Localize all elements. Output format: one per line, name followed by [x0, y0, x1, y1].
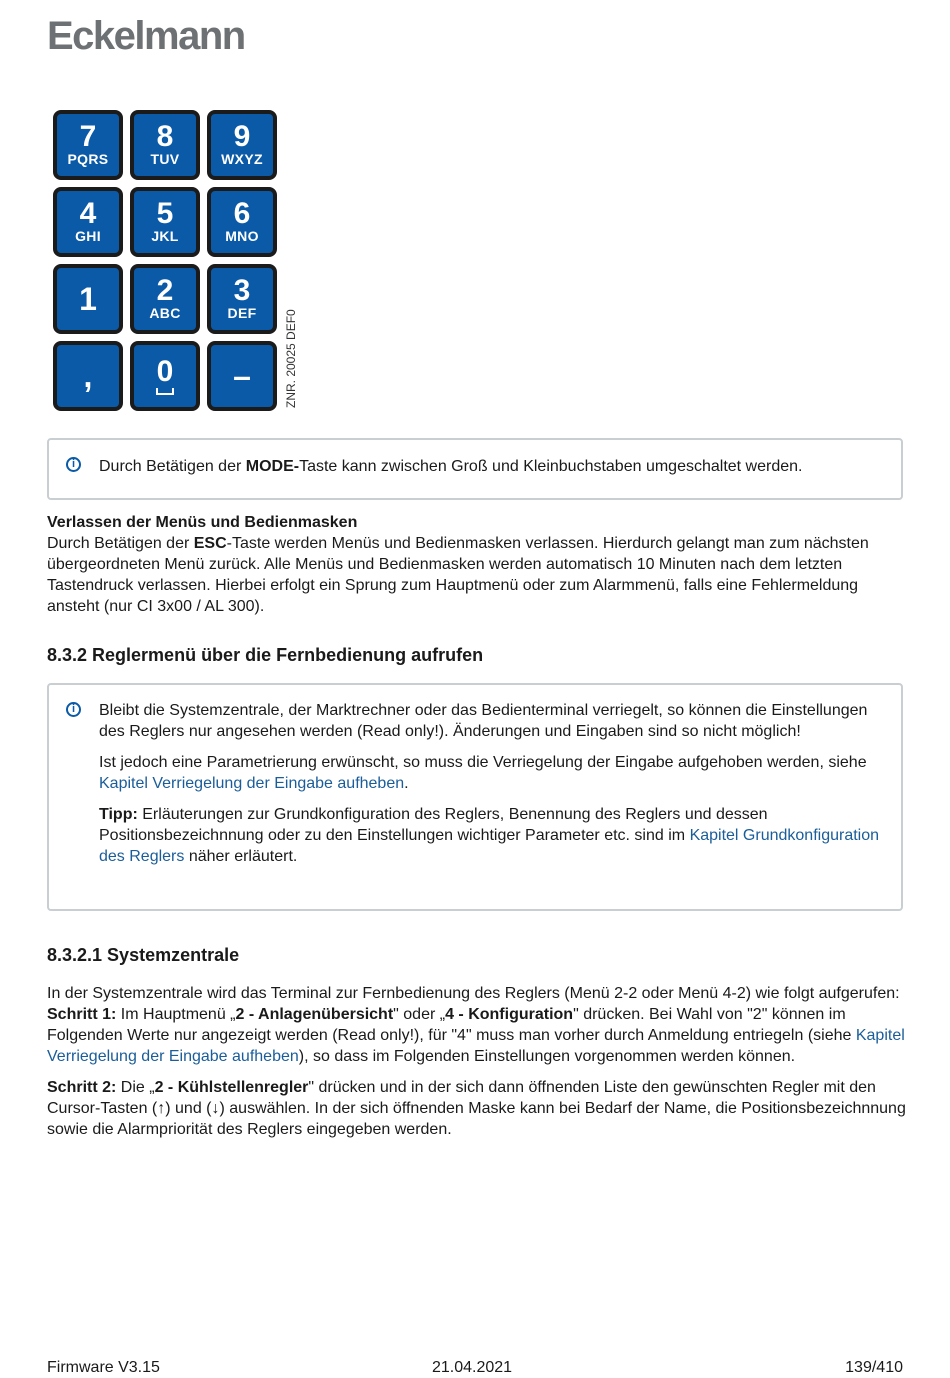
- key-3: [207, 264, 277, 334]
- keypad-figure: [53, 110, 277, 411]
- key-7: [53, 110, 123, 180]
- info-icon: i: [66, 457, 81, 472]
- footer-page-number: 139/410: [845, 1359, 903, 1376]
- key-letters: MNO: [225, 228, 259, 244]
- key-6: [207, 187, 277, 257]
- footer-date: 21.04.2021: [432, 1359, 513, 1376]
- key-number: ,: [83, 358, 93, 394]
- section-heading-8-3-2: 8.3.2 Reglermenü über die Fernbedienung aufrufen: [47, 645, 484, 665]
- step-1-paragraph: Schritt 1: Im Hauptmenü „2 - Anlagenübersicht" oder „4 - Konfiguration" drücken. Bei Wahl von "2" können im Folgenden Werte nur angezeigt werden (Read only!), für "4" muss man vorher durch Anmeldung entriegeln (siehe Kapitel Verriegelung der Eingabe aufheben), so dass im Folgenden Einstellungen vorgenommen werden können.: [47, 1006, 905, 1065]
- body-text: [47, 983, 907, 1140]
- key-letters: JKL: [151, 228, 179, 244]
- subheading: Verlassen der Menüs und Bedienmasken: [47, 514, 358, 531]
- key-8: [130, 110, 200, 180]
- key-number: 7: [79, 120, 97, 153]
- key-number: 3: [233, 274, 251, 307]
- key-number: 9: [233, 120, 251, 153]
- key-number: 8: [156, 120, 174, 153]
- info-icon: i: [66, 702, 81, 717]
- key-number: –: [233, 358, 251, 394]
- key-4: [53, 187, 123, 257]
- key-number: 5: [156, 197, 174, 230]
- figure-caption: ZNR. 20025 DEF0: [284, 309, 298, 408]
- key-letters: ABC: [149, 305, 181, 321]
- key-number: 2: [156, 274, 174, 307]
- key-number: 4: [79, 197, 97, 230]
- intro-paragraph: In der Systemzentrale wird das Terminal zur Fernbedienung des Reglers (Menü 2-2 oder Menü 4-2) wie folgt aufgerufen:: [47, 985, 900, 1002]
- step-2-paragraph: Schritt 2: Die „2 - Kühlstellenregler" drücken und in der sich dann öffnenden Liste den gewünschten Regler mit den Cursor-Tasten (↑) und (↓) auswählen. In der sich öffnenden Maske kann bei Bedarf der Name, die Positionsbezeichnnung sowie die Alarmpriorität des Reglers eingegeben werden.: [47, 1079, 906, 1138]
- key-0: [130, 341, 200, 411]
- key-5: [130, 187, 200, 257]
- key-letters: GHI: [75, 228, 101, 244]
- key-number: 0: [156, 354, 174, 388]
- key-dash: [207, 341, 277, 411]
- info-box-mode: [47, 438, 903, 500]
- key-comma: [53, 341, 123, 411]
- key-letters: TUV: [150, 151, 180, 167]
- key-2: [130, 264, 200, 334]
- key-1: [53, 264, 123, 334]
- key-letters: DEF: [227, 305, 257, 321]
- info-box-locked: [47, 683, 903, 911]
- link-verriegelung-2[interactable]: Kapitel Verriegelung der Eingabe aufheben: [47, 1027, 905, 1065]
- footer-firmware: Firmware V3.15: [47, 1359, 160, 1376]
- space-icon: [156, 388, 174, 395]
- info-text: Durch Betätigen der MODE-Taste kann zwischen Groß und Kleinbuchstaben umgeschaltet werden.: [99, 458, 803, 475]
- eckelmann-logo: Eckelmann: [47, 14, 245, 58]
- key-number: 6: [233, 197, 251, 230]
- info-text: Bleibt die Systemzentrale, der Marktrechner oder das Bedienterminal verriegelt, so können die Einstellungen des Reglers nur angesehen werden (Read only!). Änderungen und Eingaben sind so nicht möglich! Ist jedoch eine Parametrierung erwünscht, so muss die Verriegelung der Eingabe aufgehoben werden, siehe Kapitel Verriegelung der Eingabe aufheben. Tipp: Erläuterungen zur Grundkonfiguration des Reglers, Benennung des Reglers und dessen Positionsbezeichnnung oder zu den Einstellungen wichtiger Parameter etc. sind im Kapitel Grundkonfiguration des Reglers näher erläutert.: [99, 702, 880, 865]
- link-verriegelung[interactable]: Kapitel Verriegelung der Eingabe aufheben: [99, 775, 405, 792]
- section-heading-8-3-2-1: 8.3.2.1 Systemzentrale: [47, 945, 240, 965]
- leave-menus-section: [47, 512, 907, 617]
- key-letters: WXYZ: [221, 151, 263, 167]
- key-9: [207, 110, 277, 180]
- key-letters: PQRS: [67, 151, 109, 167]
- key-number: 1: [79, 281, 97, 317]
- paragraph: Durch Betätigen der ESC-Taste werden Menüs und Bedienmasken verlassen. Hierdurch gelangt man zum nächsten übergeordneten Menü zurück. Alle Menüs und Bedienmasken werden automatisch 10 Minuten nach dem letzten Tastendruck verlassen. Hierbei erfolgt ein Sprung zum Hauptmenü oder zum Alarmmenü, falls eine Fehlermeldung ansteht (nur CI 3x00 / AL 300).: [47, 535, 869, 615]
- link-grundkonfiguration[interactable]: Kapitel Grundkonfiguration des Reglers: [99, 827, 880, 865]
